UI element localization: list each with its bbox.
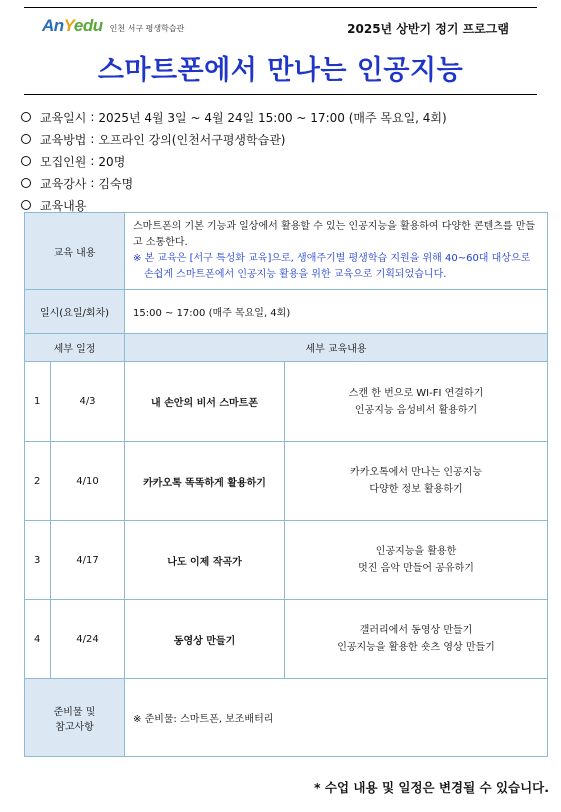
logo-mark: AnYedu [42,16,103,35]
content-text: 스마트폰의 기본 기능과 일상에서 활용할 수 있는 인공지능을 활용하여 다양한 콘텐츠를 만들고 소통한다. [133,221,536,248]
info-separator: : [90,176,95,190]
session-topic: 동영상 만들기 [125,600,285,679]
session-number: 4 [25,600,51,679]
info-label: 모집인원 [40,154,87,169]
detail-line: 다양한 정보 활용하기 [369,484,463,495]
info-value: 2025년 4월 3일 ~ 4월 24일 15:00 ~ 17:00 (매주 목요일, 4회) [98,110,447,125]
detail-line: 스캔 한 번으로 WI-FI 연결하기 [348,387,484,399]
session-topic: 카카오톡 똑똑하게 활용하기 [125,442,285,521]
info-item-date [21,106,447,128]
info-value: 오프라인 강의(인천서구평생학습관) [98,132,286,147]
session-detail [285,442,548,521]
session-detail [285,521,548,600]
prep-label-line: 참고사항 [55,721,94,733]
info-item-method [21,128,447,150]
detail-line: 멋진 음악 만들어 공유하기 [358,563,474,574]
content-cell [125,213,548,290]
header-bottom-rule [24,94,537,95]
detail-line: 인공지능을 활용한 숏츠 영상 만들기 [337,642,495,653]
info-item-capacity [21,150,447,172]
session-topic: 내 손안의 비서 스마트폰 [125,362,285,442]
info-value: 김숙명 [98,176,134,191]
circle-bullet-icon [21,112,31,122]
table-row [25,521,548,600]
detail-line: 인공지능을 활용한 [375,546,457,557]
time-value: 15:00 ~ 17:00 (매주 목요일, 4회) [125,290,548,334]
prep-label [25,679,125,757]
detail-header: 세부 교육내용 [125,334,548,362]
footnote: * 수업 내용 및 일정은 변경될 수 있습니다. [314,780,549,795]
table-row [25,442,548,521]
table-row [25,600,548,679]
detail-line: 인공지능 음성비서 활용하기 [354,404,478,416]
prep-row [25,679,548,757]
info-list [21,106,447,216]
schedule-header: 세부 일정 [25,334,125,362]
info-value: 20명 [98,154,126,169]
table-row [25,362,548,442]
header-top-rule [24,7,537,8]
content-row [25,213,548,290]
session-number: 3 [25,521,51,600]
session-detail [285,600,548,679]
content-label: 교육 내용 [25,213,125,290]
info-label: 교육일시 [40,110,87,125]
detail-line: 갤러리에서 동영상 만들기 [359,625,473,636]
session-detail [285,362,548,442]
time-label: 일시(요일/회차) [25,290,125,334]
session-date: 4/10 [51,442,125,521]
prep-label-line: 준비물 및 [53,706,96,718]
time-row [25,290,548,334]
detail-line: 카카오톡에서 만나는 인공지능 [350,467,482,478]
session-topic: 나도 이제 작곡가 [125,521,285,600]
anyedu-logo [42,16,184,36]
info-label: 교육내용 [40,198,87,213]
session-number: 1 [25,362,51,442]
page-title: 스마트폰에서 만나는 인공지능 [97,55,464,86]
circle-bullet-icon [21,156,31,166]
info-separator: : [90,132,95,146]
info-label: 교육강사 [40,176,87,191]
table-header-row [25,334,548,362]
circle-bullet-icon [21,134,31,144]
logo-subtitle: 인천 서구 평생학습관 [109,23,185,33]
circle-bullet-icon [21,200,31,210]
info-label: 교육방법 [40,132,87,147]
session-date: 4/3 [51,362,125,442]
schedule-table [24,212,548,757]
circle-bullet-icon [21,178,31,188]
info-separator: : [90,110,95,124]
program-title: 2025년 상반기 정기 프로그램 [347,22,509,36]
info-item-instructor [21,172,447,194]
session-number: 2 [25,442,51,521]
session-date: 4/24 [51,600,125,679]
info-separator: : [90,154,95,168]
content-note: ※ 본 교육은 [서구 특성화 교육]으로, 생애주기별 평생학습 지원을 위해 40~60대 대상으로 손쉽게 스마트폰에서 인공지능 활용을 위한 교육으로 기획되었습니다. [133,253,531,280]
prep-value: ※ 준비물: 스마트폰, 보조배터리 [125,679,548,757]
session-date: 4/17 [51,521,125,600]
